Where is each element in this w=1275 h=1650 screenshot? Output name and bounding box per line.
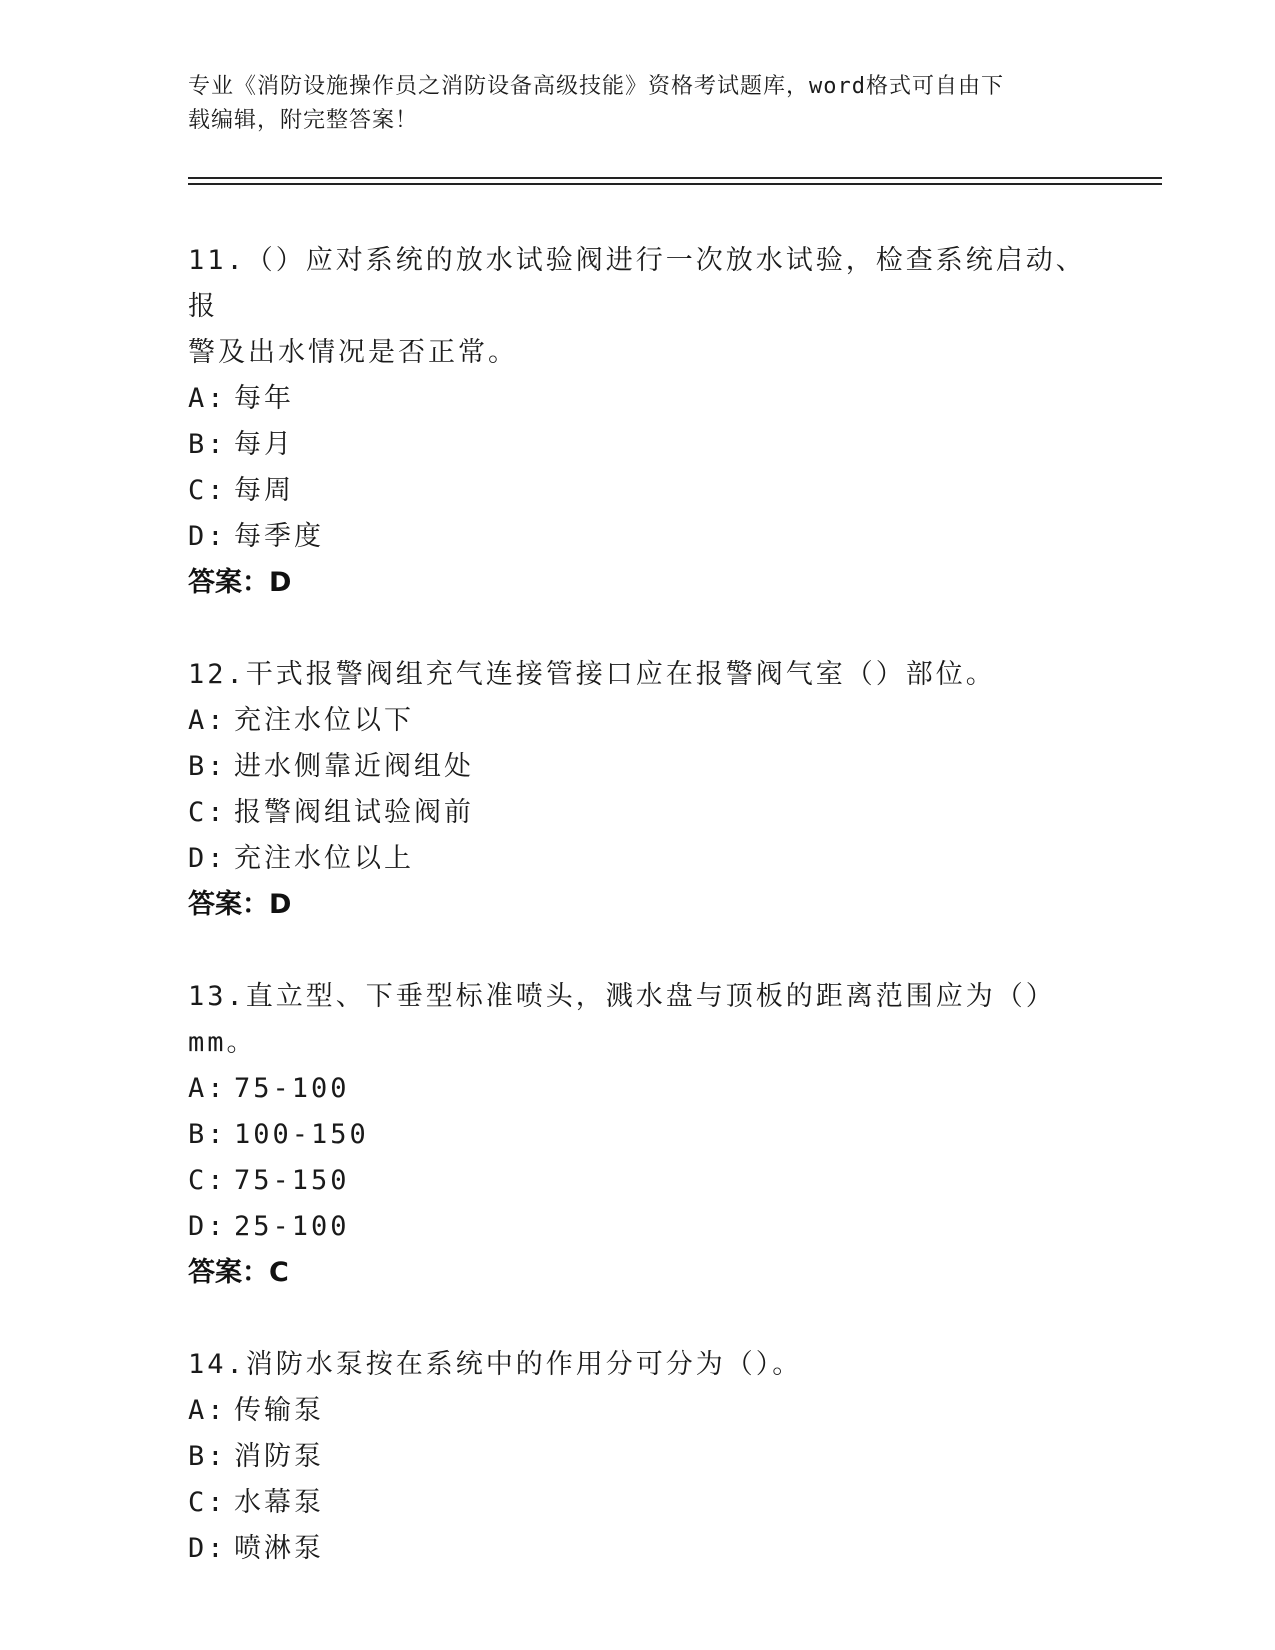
option-key: B: <box>188 1441 227 1472</box>
option-d <box>188 1526 1088 1572</box>
option-d <box>188 514 1088 560</box>
option-key: B: <box>188 751 227 782</box>
question-text <box>188 1342 1088 1388</box>
option-value: 消防泵 <box>234 1441 324 1472</box>
option-a <box>188 1066 1088 1112</box>
question-11 <box>188 238 1088 606</box>
option-c <box>188 1158 1088 1204</box>
option-value: 75-150 <box>234 1165 350 1196</box>
question-text-line-1: 13.直立型、下垂型标准喷头，溅水盘与顶板的距离范围应为（）mm。 <box>188 981 1056 1058</box>
option-key: D: <box>188 1533 227 1564</box>
option-key: C: <box>188 1487 227 1518</box>
option-value: 每周 <box>234 475 294 506</box>
option-d <box>188 1204 1088 1250</box>
question-14 <box>188 1342 1088 1572</box>
header-divider-top <box>188 177 1162 179</box>
option-c <box>188 790 1088 836</box>
option-key: D: <box>188 521 227 552</box>
question-text <box>188 652 1088 698</box>
header-divider-bottom <box>188 183 1162 185</box>
option-key: A: <box>188 705 227 736</box>
answer: 答案：D <box>188 889 292 920</box>
header-line-1: 专业《消防设施操作员之消防设备高级技能》资格考试题库，word格式可自由下 <box>188 74 1004 99</box>
option-key: B: <box>188 429 227 460</box>
option-value: 喷淋泵 <box>234 1533 324 1564</box>
option-key: A: <box>188 383 227 414</box>
option-key: A: <box>188 1395 227 1426</box>
option-value: 进水侧靠近阀组处 <box>234 751 474 782</box>
option-c <box>188 1480 1088 1526</box>
question-text-line-1: 12.干式报警阀组充气连接管接口应在报警阀气室（）部位。 <box>188 659 996 690</box>
question-12 <box>188 652 1088 928</box>
option-value: 每月 <box>234 429 294 460</box>
option-key: A: <box>188 1073 227 1104</box>
option-key: B: <box>188 1119 227 1150</box>
question-text-line-1: 11.（）应对系统的放水试验阀进行一次放水试验，检查系统启动、报 <box>188 245 1086 322</box>
question-text <box>188 238 1088 376</box>
option-key: D: <box>188 1211 227 1242</box>
option-b <box>188 422 1088 468</box>
option-value: 充注水位以上 <box>234 843 414 874</box>
question-text <box>188 974 1088 1066</box>
option-key: D: <box>188 843 227 874</box>
option-value: 每季度 <box>234 521 324 552</box>
answer: 答案：C <box>188 1257 289 1288</box>
header-line-2: 载编辑，附完整答案！ <box>188 108 419 133</box>
option-a <box>188 376 1088 422</box>
option-value: 75-100 <box>234 1073 350 1104</box>
option-b <box>188 744 1088 790</box>
option-a <box>188 698 1088 744</box>
option-key: C: <box>188 475 227 506</box>
option-value: 充注水位以下 <box>234 705 414 736</box>
option-c <box>188 468 1088 514</box>
question-text-line-2: 警及出水情况是否正常。 <box>188 337 518 368</box>
question-list <box>188 238 1088 1618</box>
option-value: 传输泵 <box>234 1395 324 1426</box>
option-key: C: <box>188 797 227 828</box>
document-header <box>188 70 1088 138</box>
option-value: 报警阀组试验阀前 <box>234 797 474 828</box>
option-value: 25-100 <box>234 1211 350 1242</box>
question-13 <box>188 974 1088 1296</box>
option-value: 100-150 <box>234 1119 369 1150</box>
option-b <box>188 1434 1088 1480</box>
option-a <box>188 1388 1088 1434</box>
question-text-line-1: 14.消防水泵按在系统中的作用分可分为（）。 <box>188 1349 803 1380</box>
option-d <box>188 836 1088 882</box>
answer: 答案：D <box>188 567 292 598</box>
option-value: 水幕泵 <box>234 1487 324 1518</box>
option-b <box>188 1112 1088 1158</box>
option-value: 每年 <box>234 383 294 414</box>
option-key: C: <box>188 1165 227 1196</box>
